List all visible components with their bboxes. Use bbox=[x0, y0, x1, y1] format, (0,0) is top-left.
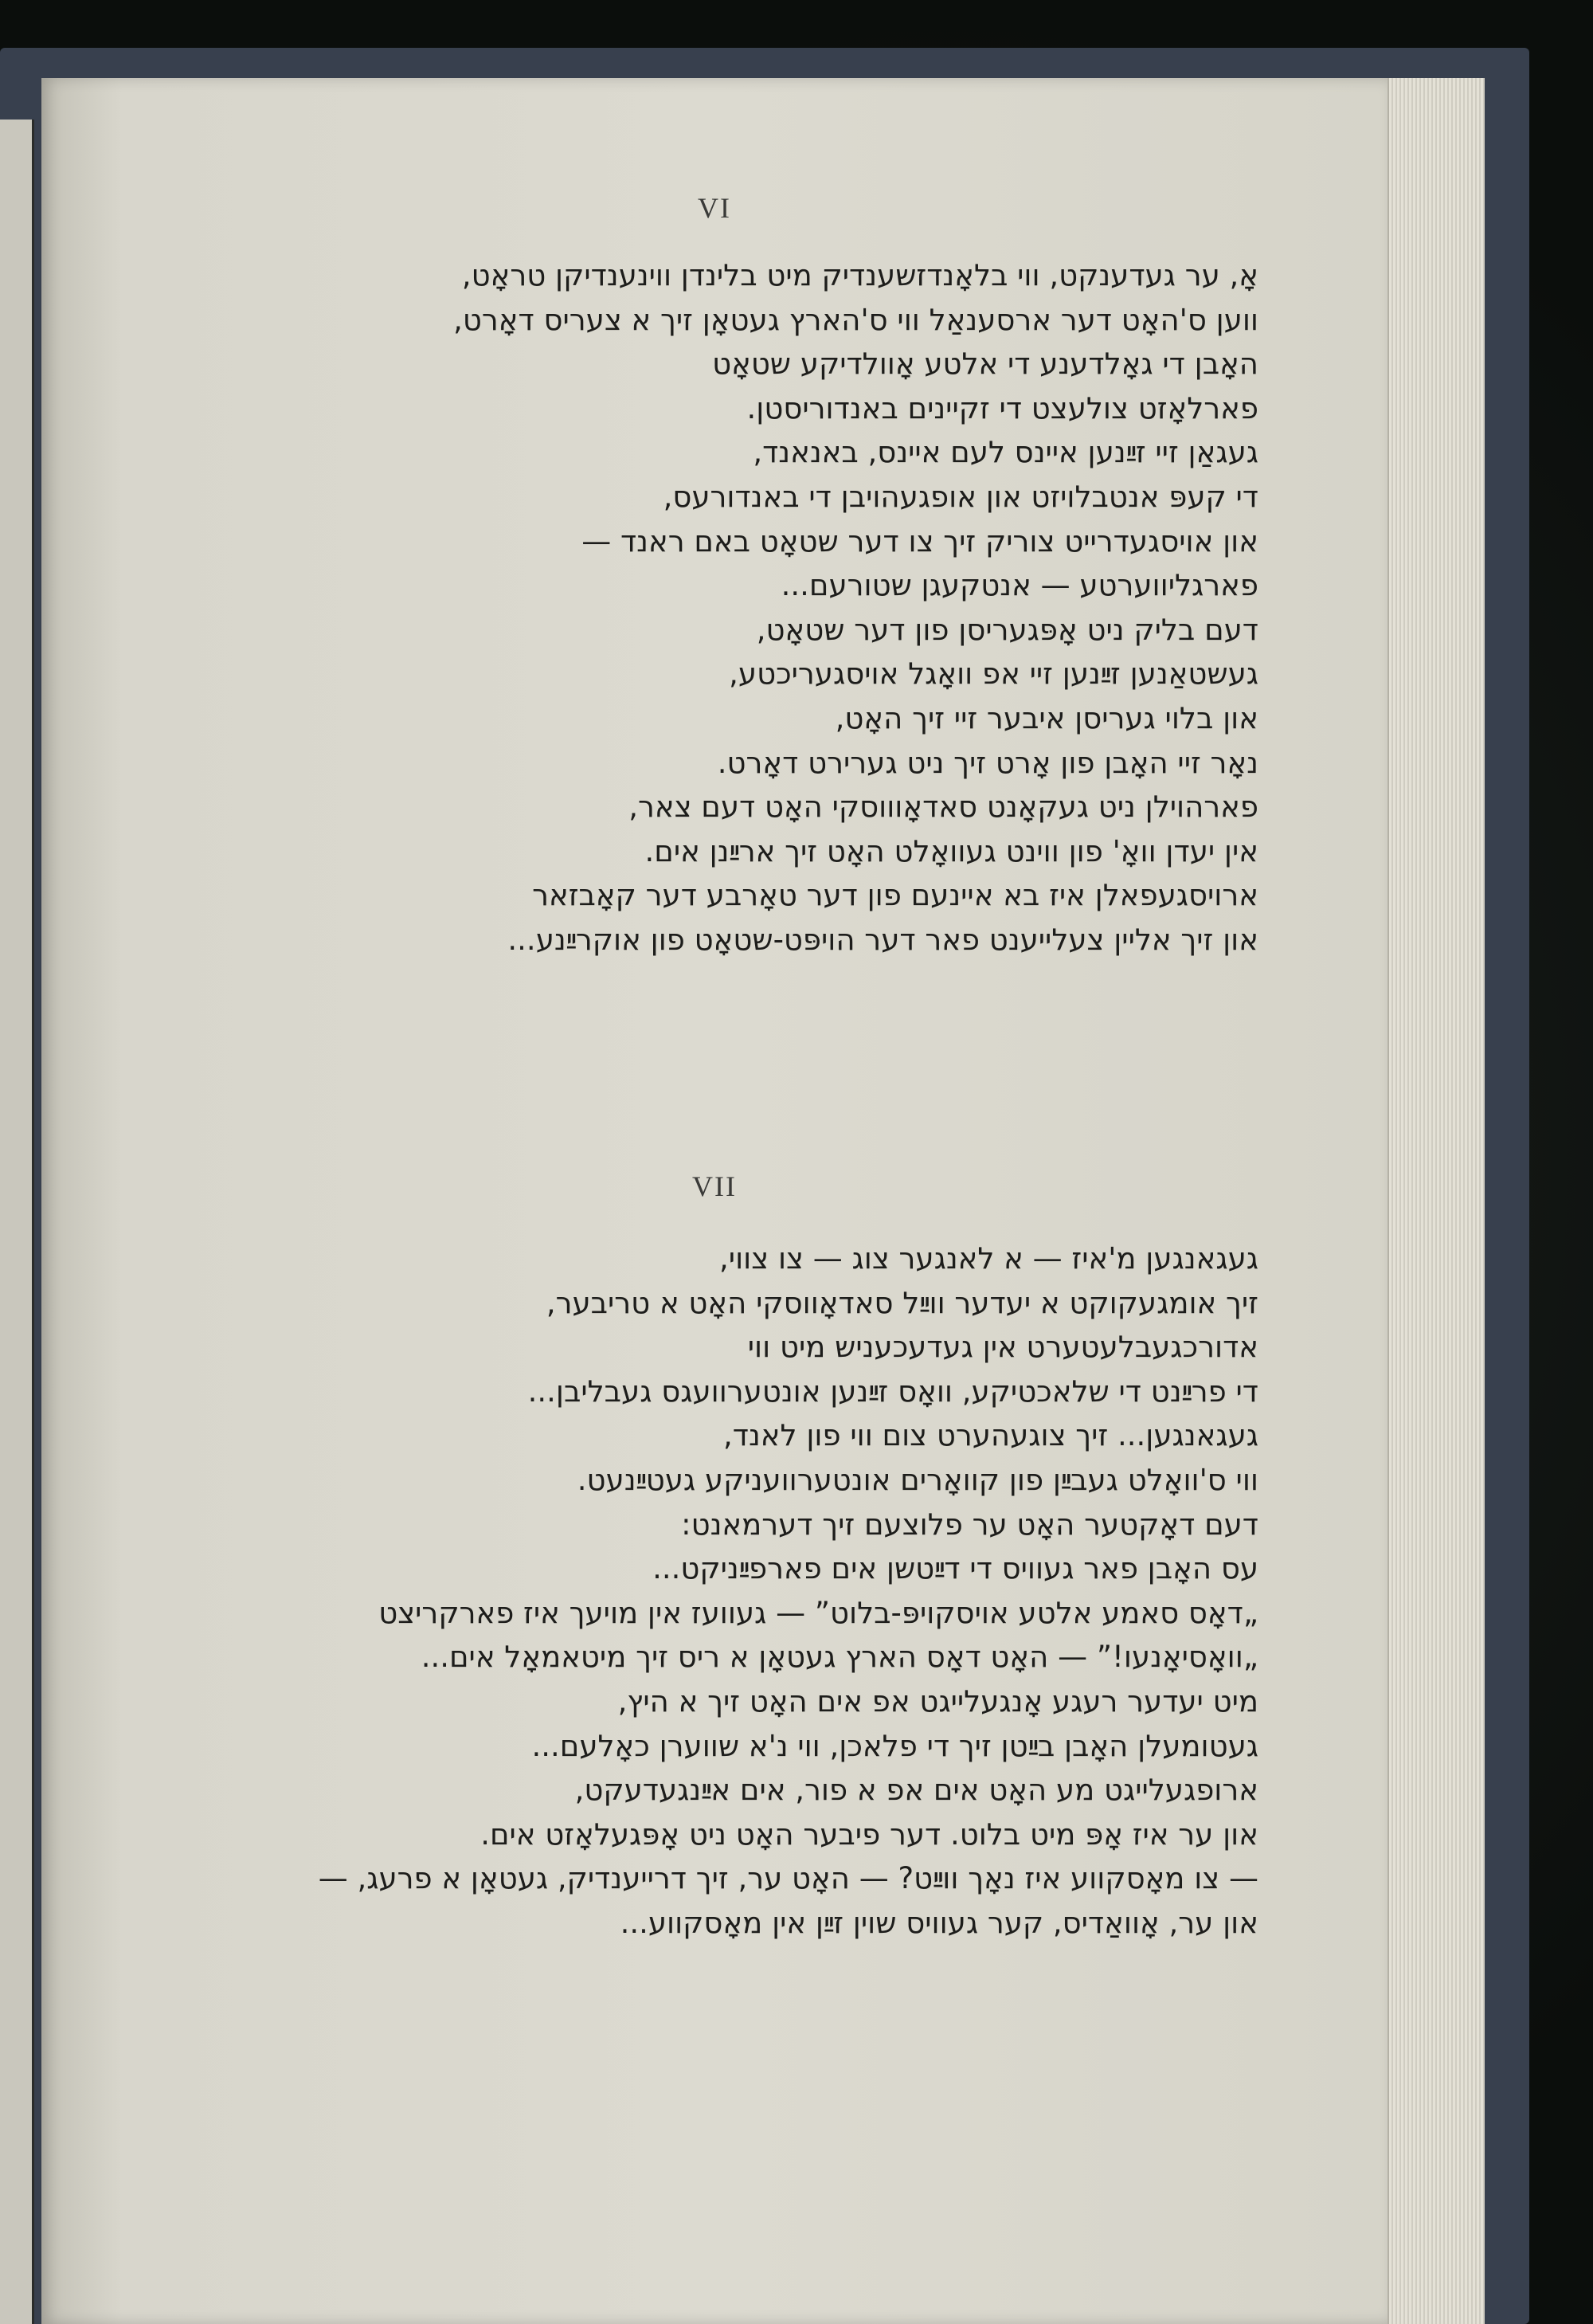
poem-line: און בלוי געריסן איבער זיי זיך האָט, bbox=[835, 700, 1258, 735]
poem-line: ווי ס'וואָלט געבײַן פון קוואָרים אונטערוועניקע געטײַנעט. bbox=[577, 1462, 1258, 1497]
poem-line: אין יעדן וואָ' פון ווינט געוואָלט האָט זיך ארײַנן אים. bbox=[644, 833, 1258, 868]
poem-line: געגאנגען... זיך צוגעהערט צום ווי פון לאנד, bbox=[723, 1418, 1258, 1453]
poem-stanza-vii bbox=[119, 1236, 1258, 1946]
poem-line: אדורכגעבלעטערט אין געדעכעניש מיט ווי bbox=[747, 1330, 1258, 1365]
poem-line: דעם בליק ניט אָפּגעריסן פון דער שטאָט, bbox=[756, 612, 1258, 647]
poem-line: פארגליווערטע — אנטקעגן שטורעם... bbox=[781, 568, 1258, 603]
poem-line: געגאַן זיי זײַנען איינס לעם איינס, באנאנד, bbox=[753, 435, 1258, 470]
poem-line: די קעפּ אנטבלויזט און אופגעהויבן די באנדורעס, bbox=[663, 479, 1258, 514]
poem-line: ארופגעלייגט מע האָט אים אפ א פור, אים אײַנגעדעקט, bbox=[574, 1773, 1258, 1808]
poem-line: פארהוילן ניט געקאָנט סאדאָוווסקי האָט דעם צאר, bbox=[628, 790, 1258, 825]
poem-line: אָ, ער געדענקט, ווי בלאָנדזשענדיק מיט בלינדן ווינענדיקן טראָט, bbox=[461, 258, 1258, 292]
poem-line: דעם דאָקטער האָט ער פלוצעם זיך דערמאנט: bbox=[681, 1507, 1258, 1542]
poem-line: די פרײַנט די שלאכטיקע, וואָס זײַנען אונטערוועגס געבליבן... bbox=[527, 1374, 1258, 1409]
poem-line: און ער, אָוואַדיס, קער געוויס שוין זײַן אין מאָסקווע... bbox=[620, 1905, 1258, 1940]
poem-line: נאָר זיי האָבן פון אָרט זיך ניט גערירט דאָרט. bbox=[717, 745, 1258, 780]
poem-line: געטומעלן האָבן בײַטן זיך די פלאכן, ווי נ'א שווערן כאָלעם... bbox=[531, 1728, 1258, 1763]
page-block-edge bbox=[1388, 78, 1485, 2324]
poem-line: עס האָבן פאר געוויס די דײַטשן אים פארפײַניקט... bbox=[652, 1551, 1258, 1586]
poem-line: געגאנגען מ'איז — א לאנגער צוג — צו צווי, bbox=[719, 1241, 1258, 1276]
poem-line: „וואָסיאָנעו!” — האָט דאָס הארץ געטאָן א ריס זיך מיטאמאָל אים... bbox=[421, 1640, 1258, 1675]
poem-line: זיך אומגעקוקט א יעדער ווײַל סאדאָווסקי האָט א טריבער, bbox=[546, 1285, 1258, 1320]
poem-line: ארויסגעפאלן איז בא איינעם פון דער טאָרבע דער קאָבזאר bbox=[532, 878, 1258, 913]
poem-line: געשטאַנען זײַנען זיי אפ וואָגל אויסגעריכטע, bbox=[729, 656, 1258, 692]
poem-line: און זיך אליין צעלייענט פאר דער הויפּט-שטאָט פון אוקרײַנע... bbox=[507, 922, 1258, 957]
poem-line: מיט יעדער רעגע אָנגעלייגט אפ אים האָט זיך א היץ, bbox=[617, 1683, 1258, 1719]
poem-line: פארלאָזט צולעצט די זקיינים באנדוריסטן. bbox=[746, 390, 1258, 425]
poem-line: — צו מאָסקווע איז נאָך ווײַט? — האָט ער, זיך דרייענדיק, געטאָן א פרעג, — bbox=[318, 1861, 1258, 1896]
section-heading-vi: VI bbox=[698, 192, 731, 224]
poem-stanza-vi bbox=[119, 253, 1258, 962]
section-heading-vii: VII bbox=[692, 1170, 737, 1202]
facing-page-edge bbox=[0, 120, 34, 2324]
poem-line: האָבן די גאָלדענע די אלטע אָוולדיקע שטאָט bbox=[712, 347, 1258, 382]
poem-line: און ער איז אָפּ מיט בלוט. דער פיבער האָט ניט אָפּגעלאָזט אים. bbox=[480, 1816, 1258, 1852]
poem-line: ווען ס'האָט דער ארסענאַל ווי ס'הארץ געטאָן זיך א צעריס דאָרט, bbox=[453, 302, 1258, 337]
poem-line: „דאָס סאמע אלטע אויסקויפּ-בלוט” — געוועז אין מויעך איז פארקריצט bbox=[378, 1595, 1258, 1630]
poem-line: און אויסגעדרייט צוריק זיך צו דער שטאָט באם ראנד — bbox=[581, 523, 1258, 558]
